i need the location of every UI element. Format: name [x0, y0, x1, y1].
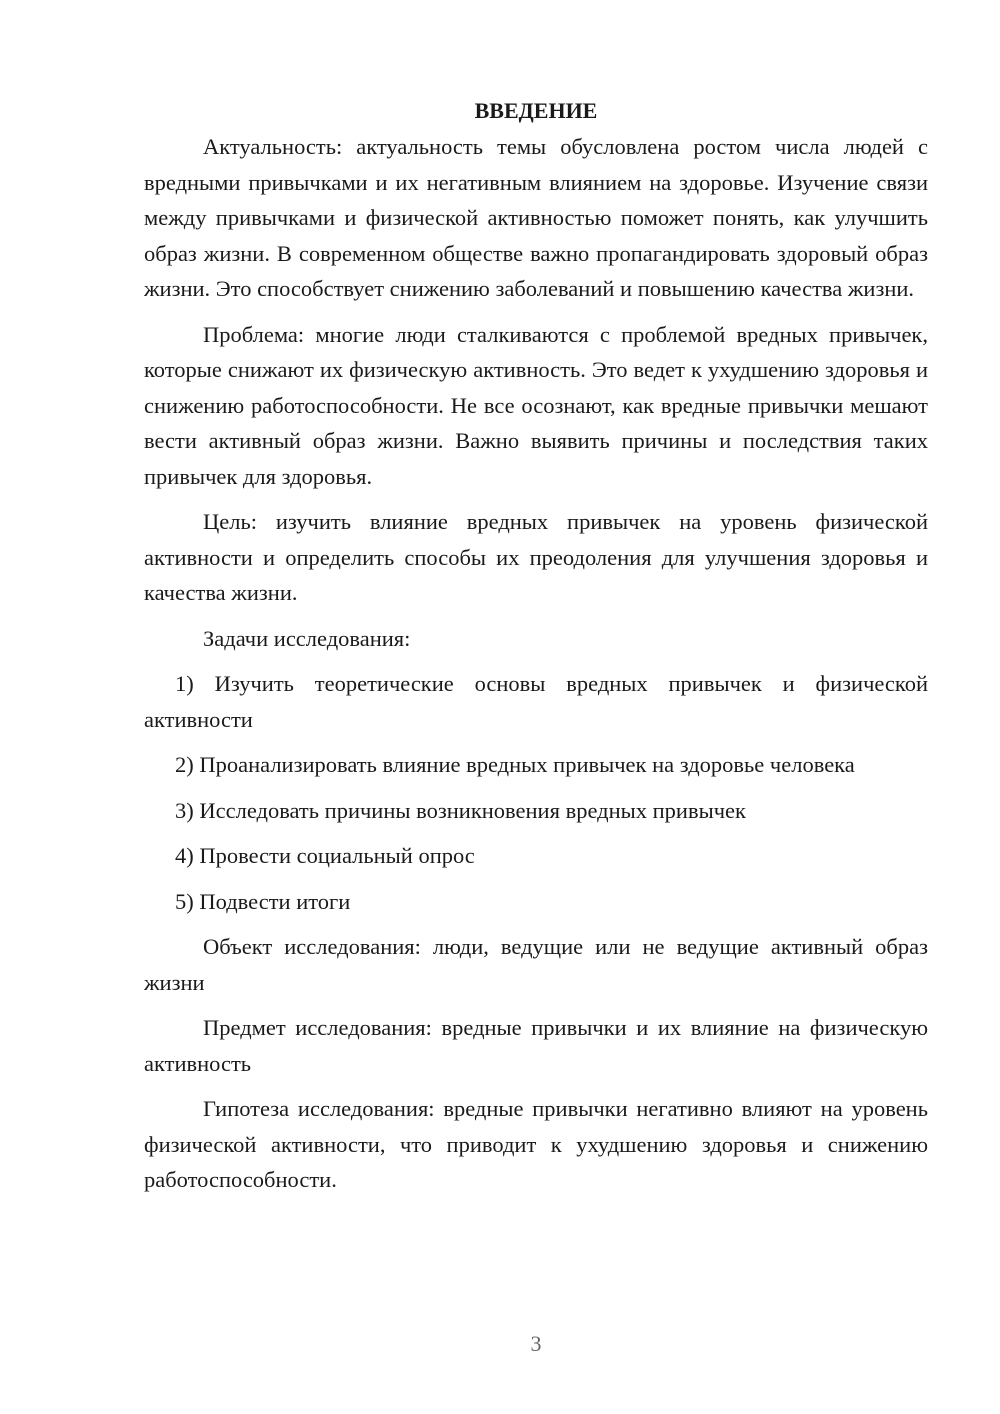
- problem-paragraph: Проблема: многие люди сталкиваются с проблемой вредных привычек, которые снижают их физическую активность. Это ведет к ухудшению здоровья и снижению работоспособности. Не все осознают, как вредные привычки мешают вести активный образ жизни. Важно выявить причины и последствия таких привычек для здоровья.: [144, 321, 928, 489]
- task-item: 3) Исследовать причины возникновения вредных привычек: [175, 797, 746, 823]
- task-item: 5) Подвести итоги: [175, 888, 351, 914]
- hypothesis-paragraph: Гипотеза исследования: вредные привычки негативно влияют на уровень физической активности, что приводит к ухудшению здоровья и снижению работоспособности.: [144, 1096, 928, 1192]
- object-paragraph: Объект исследования: люди, ведущие или не ведущие активный образ жизни: [144, 934, 928, 995]
- goal-paragraph: Цель: изучить влияние вредных привычек на уровень физической активности и определить способы их преодоления для улучшения здоровья и качества жизни.: [144, 509, 928, 605]
- subject-paragraph: Предмет исследования: вредные привычки и их влияние на физическую активность: [144, 1015, 928, 1076]
- tasks-heading: Задачи исследования:: [203, 625, 411, 651]
- tasks-list: [144, 666, 928, 919]
- relevance-paragraph: Актуальность: актуальность темы обусловлена ростом числа людей с вредными привычками и их негативным влиянием на здоровье. Изучение связи между привычками и физической активностью поможет понять, как улучшить образ жизни. В современном обществе важно пропагандировать здоровый образ жизни. Это способствует снижению заболеваний и повышению качества жизни.: [144, 134, 928, 301]
- task-item: 1) Изучить теоретические основы вредных привычек и физической активности: [144, 671, 928, 732]
- task-item: 4) Провести социальный опрос: [175, 843, 475, 868]
- page-title: ВВЕДЕНИЕ: [474, 98, 598, 123]
- page-content: [144, 93, 928, 1208]
- page-number: 3: [530, 1331, 542, 1356]
- task-item: 2) Проанализировать влияние вредных привычек на здоровье человека: [175, 752, 855, 777]
